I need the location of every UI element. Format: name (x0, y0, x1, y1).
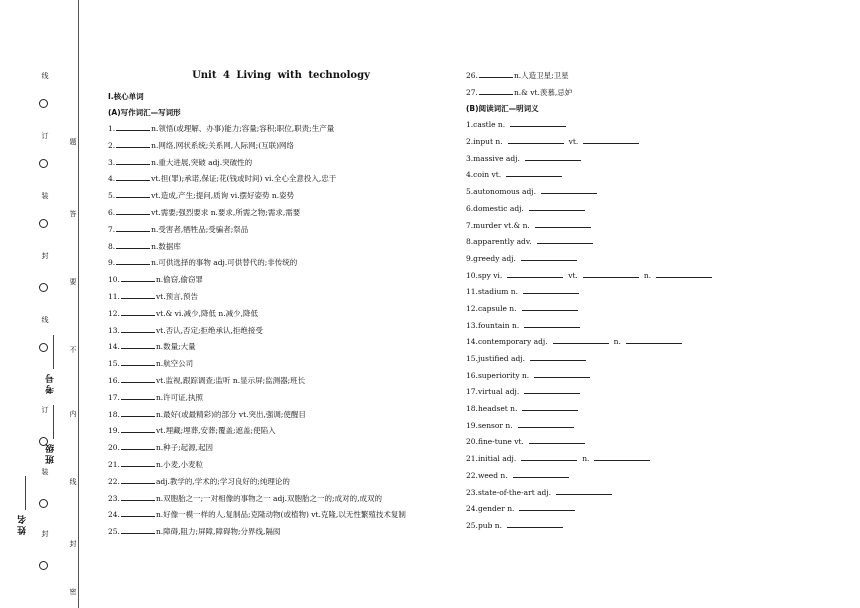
list-item (466, 485, 836, 502)
binding-circle (39, 283, 48, 292)
binding-char: 线 (69, 478, 77, 485)
item-number: 11. (108, 291, 120, 301)
binding-char: 答 (69, 210, 77, 217)
item-number: 18. (108, 409, 120, 419)
list-item (108, 289, 448, 306)
item-definition: adj.教学的,学术的;学习良好的;纯理论的 (155, 476, 290, 486)
number-field-line (53, 335, 54, 369)
reading-vocab-list (466, 117, 836, 534)
item-definition: n.重大进展,突破 adj.突破性的 (151, 157, 253, 167)
answer-blank[interactable] (522, 401, 578, 411)
item-word: fountain n. (477, 320, 520, 330)
answer-blank[interactable] (121, 457, 155, 467)
item-number: 21. (108, 459, 120, 469)
item-word: vt. (568, 270, 578, 280)
item-definition: n.领悟(或理解、办事)能力;容量;容积;职位,职责;生产量 (151, 124, 335, 133)
answer-blank[interactable] (508, 134, 564, 144)
answer-blank[interactable] (116, 171, 150, 181)
answer-blank[interactable] (121, 323, 155, 333)
list-item (466, 518, 836, 535)
answer-blank[interactable] (529, 201, 585, 211)
answer-blank[interactable] (506, 167, 562, 177)
item-number: 10. (108, 275, 120, 285)
list-item (466, 184, 836, 201)
list-item (466, 368, 836, 385)
item-number: 15. (108, 359, 120, 369)
item-word: n. (582, 454, 590, 464)
answer-blank[interactable] (524, 384, 580, 394)
item-word: capsule n. (477, 303, 517, 313)
answer-blank[interactable] (121, 440, 155, 450)
list-item (108, 407, 448, 424)
list-item (466, 284, 836, 301)
list-item (466, 351, 836, 368)
binding-char: 封 (41, 530, 49, 537)
item-definition: n.数据库 (151, 241, 181, 251)
answer-blank[interactable] (583, 268, 639, 278)
item-word: pub n. (477, 520, 502, 530)
name-field-line (25, 476, 26, 510)
list-item (108, 171, 448, 188)
binding-char: 订 (41, 132, 49, 139)
answer-blank[interactable] (507, 268, 563, 278)
binding-column-inner (64, 0, 78, 608)
binding-char: 密 (69, 588, 77, 595)
item-number: 19. (466, 420, 478, 430)
binding-strip (0, 0, 95, 608)
answer-blank[interactable] (121, 491, 155, 501)
item-number: 11. (466, 287, 478, 297)
answer-blank[interactable] (121, 373, 155, 383)
binding-char: 不 (69, 346, 77, 353)
item-number: 5. (466, 187, 474, 197)
item-number: 24. (466, 504, 478, 514)
binding-char: 订 (41, 406, 49, 413)
item-word: n. (643, 270, 652, 280)
list-item (108, 205, 448, 222)
item-definition: vt.预言,预告 (155, 291, 198, 301)
item-number: 23. (466, 487, 478, 497)
item-word: input n. (473, 137, 503, 147)
binding-column-outer (36, 0, 50, 608)
answer-blank[interactable] (626, 334, 682, 344)
answer-blank[interactable] (507, 518, 563, 528)
list-item (466, 167, 836, 184)
answer-blank[interactable] (518, 418, 574, 428)
number-label: 考号 (46, 372, 56, 394)
item-word: contemporary adj. (477, 337, 548, 347)
item-definition: vt.担(罪);承诺,保证;花(钱或时间) vi.全心全意投入,忠于 (151, 174, 337, 184)
item-definition: vt.否认,否定;拒绝承认,拒绝接受 (155, 325, 263, 335)
item-number: 7. (108, 224, 116, 234)
list-item (108, 440, 448, 457)
answer-blank[interactable] (534, 368, 590, 378)
answer-blank[interactable] (513, 468, 569, 478)
name-label: 姓名 (18, 513, 28, 535)
item-number: 3. (108, 157, 116, 167)
answer-blank[interactable] (583, 134, 639, 144)
list-item (466, 334, 836, 351)
item-definition: n.好像一模一样的人,复制品;克隆动物(或植物) vt.克隆,以无性繁殖技术复制 (155, 510, 406, 520)
list-item (108, 356, 448, 373)
binding-circle (39, 99, 48, 108)
answer-blank[interactable] (530, 351, 586, 361)
item-number: 27. (466, 87, 478, 97)
binding-circle (39, 561, 48, 570)
item-definition: vt.造成,产生;提问,质询 vi.摆好姿势 n.姿势 (151, 191, 295, 201)
item-definition: n.许可证,执照 (155, 392, 204, 402)
item-definition: n.障碍,阻力;屏障,障碍物;分界线,隔阂 (155, 527, 281, 537)
answer-blank[interactable] (594, 451, 650, 461)
list-item (466, 218, 836, 235)
answer-blank[interactable] (121, 272, 155, 282)
list-item (108, 423, 448, 440)
answer-blank[interactable] (523, 284, 579, 294)
list-item (466, 85, 836, 102)
item-definition: vt.& vi.减少,降低 n.减少,降低 (155, 308, 259, 318)
list-item (466, 318, 836, 335)
answer-blank[interactable] (553, 334, 609, 344)
answer-blank[interactable] (556, 485, 612, 495)
item-number: 9. (108, 258, 116, 268)
list-item (466, 384, 836, 401)
item-number: 5. (108, 191, 116, 201)
item-number: 14. (466, 337, 478, 347)
item-definition: vt.监视,跟踪调查;监听 n.显示屏;监测器;班长 (155, 375, 306, 385)
list-item (108, 524, 448, 541)
answer-blank[interactable] (541, 184, 597, 194)
answer-blank[interactable] (116, 239, 150, 249)
item-number: 17. (466, 387, 478, 397)
list-item (108, 457, 448, 474)
binding-char: 封 (69, 540, 77, 547)
item-word: coin vt. (473, 170, 502, 180)
binding-char: 线 (41, 72, 49, 79)
item-word: fine-tune vt. (477, 437, 524, 447)
item-definition: vt.需要;强烈要求 n.要求,所需之物;需求,需要 (151, 207, 301, 217)
list-item (108, 507, 448, 524)
section-heading-writing-vocab: (A)写作词汇—写词形 (108, 108, 181, 117)
answer-blank[interactable] (521, 251, 577, 261)
list-item (466, 468, 836, 485)
answer-blank[interactable] (479, 68, 513, 78)
list-item (108, 339, 448, 356)
answer-blank[interactable] (121, 306, 155, 316)
item-definition: n.偷窃,偷窃罪 (155, 275, 204, 285)
list-item (108, 491, 448, 508)
item-word: sensor n. (477, 420, 513, 430)
page-title: Unit 4 Living with technology (192, 70, 370, 81)
answer-blank[interactable] (535, 218, 591, 228)
item-number: 19. (108, 426, 120, 436)
item-number: 13. (466, 320, 478, 330)
answer-blank[interactable] (510, 117, 566, 127)
item-definition: n.小麦,小麦粒 (155, 459, 204, 469)
item-number: 1. (108, 124, 116, 133)
left-column (108, 70, 448, 541)
item-number: 16. (108, 375, 120, 385)
answer-blank[interactable] (121, 289, 155, 299)
list-item (108, 255, 448, 272)
item-number: 2. (108, 140, 116, 150)
item-number: 4. (466, 170, 474, 180)
answer-blank[interactable] (121, 423, 155, 433)
item-definition: n.航空公司 (155, 359, 194, 369)
item-word: headset n. (477, 404, 518, 414)
item-number: 8. (108, 241, 116, 251)
answer-blank[interactable] (116, 222, 150, 232)
item-number: 3. (466, 153, 474, 163)
list-item (108, 272, 448, 289)
item-word: domestic adj. (473, 203, 524, 213)
answer-blank[interactable] (519, 501, 575, 511)
binding-char: 装 (41, 468, 49, 475)
list-item (466, 134, 836, 151)
item-number: 20. (108, 443, 120, 453)
answer-blank[interactable] (121, 407, 155, 417)
list-item (108, 390, 448, 407)
item-number: 15. (466, 354, 478, 363)
item-number: 7. (466, 220, 474, 230)
item-number: 21. (466, 454, 478, 464)
answer-blank[interactable] (121, 390, 155, 400)
binding-circle (39, 499, 48, 508)
answer-blank[interactable] (116, 188, 150, 198)
answer-blank[interactable] (525, 151, 581, 161)
binding-circle (39, 219, 48, 228)
answer-blank[interactable] (537, 234, 593, 244)
list-item (108, 239, 448, 256)
item-word: gender n. (477, 504, 515, 514)
list-item (466, 251, 836, 268)
item-number: 6. (108, 207, 116, 217)
item-definition: n.双胞胎之一;一对相像的事物之一 adj.双胞胎之一的;成对的,成双的 (155, 493, 382, 503)
list-item (466, 268, 836, 285)
item-word: state-of-the-art adj. (477, 487, 552, 497)
answer-blank[interactable] (529, 434, 585, 444)
list-item (466, 151, 836, 168)
item-word: justified adj. (477, 354, 525, 363)
binding-char: 装 (41, 192, 49, 199)
item-number: 25. (466, 520, 478, 530)
item-number: 1. (466, 120, 474, 130)
item-word: spy vi. (477, 270, 503, 280)
writing-vocab-list-continued (466, 68, 836, 101)
item-word: murder vt.& n. (473, 220, 530, 230)
binding-char: 要 (69, 278, 77, 285)
item-number: 9. (466, 253, 474, 263)
item-number: 10. (466, 270, 478, 280)
item-word: massive adj. (473, 153, 520, 163)
answer-blank[interactable] (521, 451, 577, 461)
item-number: 4. (108, 174, 116, 184)
item-word: weed n. (477, 470, 508, 480)
item-definition: vt.埋藏;埋葬,安葬;覆盖;遮盖;使陷入 (155, 426, 276, 436)
item-number: 2. (466, 137, 474, 147)
item-number: 12. (108, 308, 120, 318)
list-item (108, 474, 448, 491)
item-number: 16. (466, 370, 478, 380)
item-definition: n.数量;大量 (155, 342, 196, 352)
item-number: 22. (466, 470, 478, 480)
binding-char: 题 (69, 138, 77, 145)
answer-blank[interactable] (524, 318, 580, 328)
item-word: initial adj. (477, 454, 517, 464)
item-word: superiority n. (477, 370, 530, 380)
item-word: vt. (568, 137, 579, 147)
item-word: greedy adj. (473, 253, 516, 263)
item-word: n. (613, 337, 621, 347)
list-item (466, 201, 836, 218)
answer-blank[interactable] (121, 339, 155, 349)
answer-blank[interactable] (116, 138, 150, 148)
list-item (108, 222, 448, 239)
binding-circle (39, 159, 48, 168)
right-column (466, 68, 836, 535)
answer-blank[interactable] (479, 85, 513, 95)
item-definition: n.种子;起源,起因 (155, 443, 214, 453)
list-item (466, 117, 836, 134)
list-item (108, 155, 448, 172)
item-definition: n.最好(或最精彩)的部分 vt.突出,强调;使醒目 (155, 409, 306, 419)
item-number: 25. (108, 527, 120, 537)
item-number: 17. (108, 392, 120, 402)
item-number: 26. (466, 71, 478, 80)
list-item (108, 121, 448, 138)
item-definition: n.受害者,牺牲品;受骗者;祭品 (151, 224, 249, 234)
list-item (466, 301, 836, 318)
list-item (108, 306, 448, 323)
list-item (466, 68, 836, 85)
item-definition: n.网络,网状系统;关系网,人际网;(互联)网络 (151, 140, 295, 150)
item-word: apparently adv. (473, 237, 532, 247)
list-item (108, 138, 448, 155)
binding-char: 内 (69, 410, 77, 417)
answer-blank[interactable] (116, 255, 150, 265)
binding-char: 封 (41, 252, 49, 259)
item-word: autonomous adj. (473, 187, 537, 197)
list-item (466, 418, 836, 435)
answer-blank[interactable] (656, 268, 712, 278)
item-word: castle n. (473, 120, 506, 130)
list-item (108, 323, 448, 340)
item-word: stadium n. (477, 287, 519, 297)
answer-blank[interactable] (121, 524, 155, 534)
list-item (108, 373, 448, 390)
item-number: 22. (108, 476, 120, 486)
item-number: 13. (108, 325, 120, 335)
list-item (466, 451, 836, 468)
item-definition: n.可供选择的事物 adj.可供替代的;非传统的 (151, 258, 298, 268)
item-number: 14. (108, 342, 120, 352)
section-heading-reading-vocab: (B)阅读词汇—明词义 (466, 104, 539, 114)
binding-char: 线 (41, 316, 49, 323)
list-item (466, 434, 836, 451)
list-item (466, 234, 836, 251)
binding-circle (39, 343, 48, 352)
item-number: 8. (466, 237, 474, 247)
section-heading-core-words: Ⅰ.核心单词 (108, 92, 144, 101)
binding-line (78, 0, 79, 608)
answer-blank[interactable] (121, 507, 155, 517)
answer-blank[interactable] (121, 474, 155, 484)
class-field-line (53, 405, 54, 439)
item-number: 18. (466, 404, 478, 414)
class-label: 班级 (46, 442, 56, 464)
list-item (466, 401, 836, 418)
answer-blank[interactable] (121, 356, 155, 366)
item-number: 23. (108, 493, 120, 503)
item-number: 24. (108, 510, 120, 520)
list-item (466, 501, 836, 518)
item-number: 20. (466, 437, 478, 447)
item-definition: n.人造卫星;卫星 (513, 71, 569, 80)
answer-blank[interactable] (116, 205, 150, 215)
item-word: virtual adj. (477, 387, 520, 397)
answer-blank[interactable] (116, 155, 150, 165)
item-definition: n.& vt.羡慕,忌妒 (513, 87, 573, 97)
writing-vocab-list (108, 121, 448, 541)
answer-blank[interactable] (522, 301, 578, 311)
item-number: 12. (466, 303, 478, 313)
list-item (108, 188, 448, 205)
answer-blank[interactable] (116, 121, 150, 131)
item-number: 6. (466, 203, 474, 213)
